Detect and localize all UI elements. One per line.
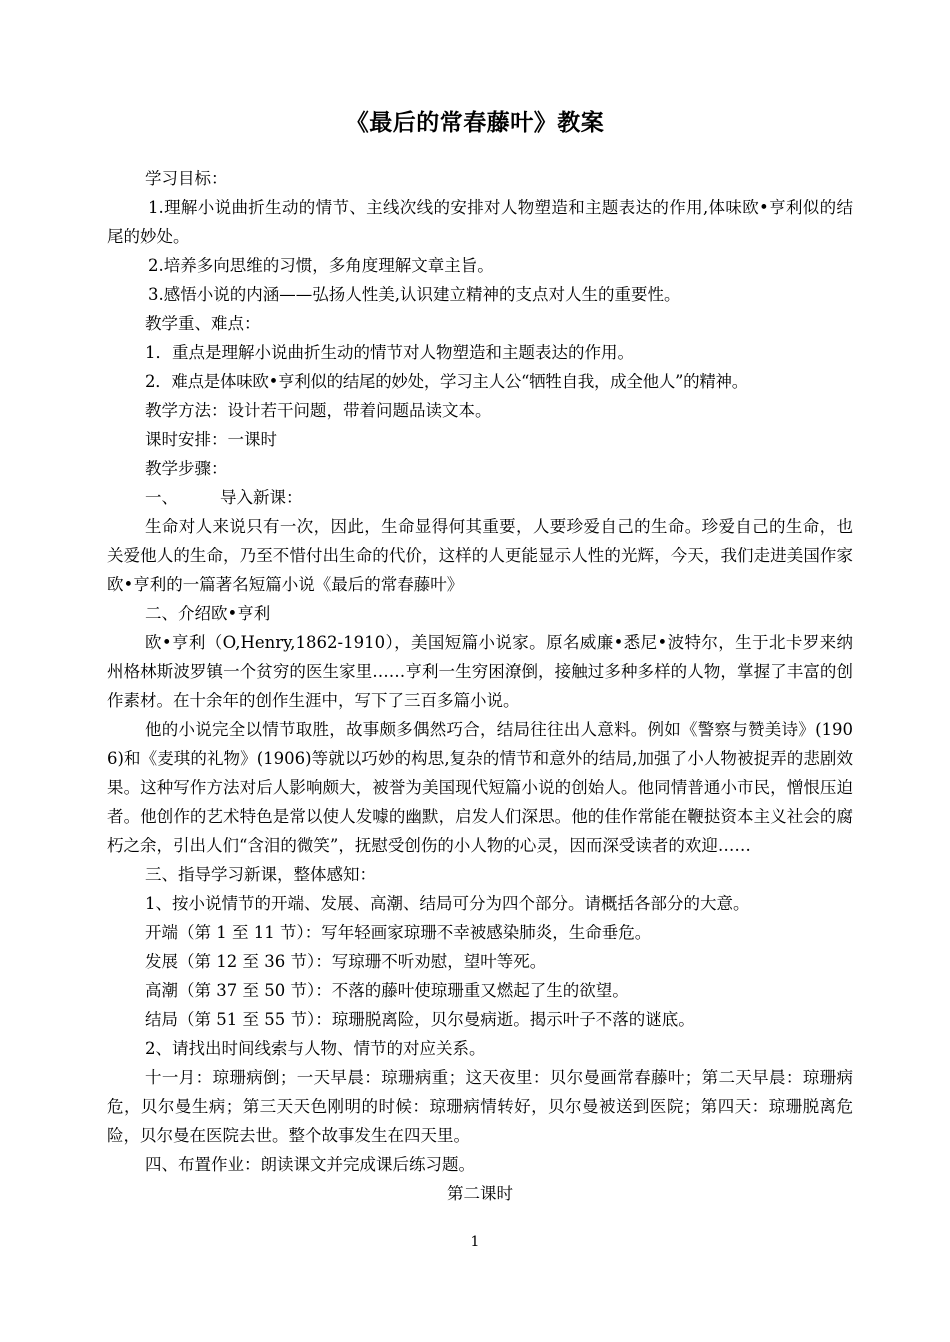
section-heading-introduction	[107, 483, 853, 512]
section-number: 一、	[145, 488, 178, 507]
paragraph-goal-2: 2.培养多向思维的习惯，多角度理解文章主旨。	[148, 256, 494, 275]
section-heading-author: 二、介绍欧•亨利	[145, 604, 271, 623]
section-heading-new-lesson: 三、指导学习新课，整体感知：	[145, 865, 376, 884]
paragraph-author-bio: 欧•亨利（O,Henry,1862-1910），美国短篇小说家。原名威廉•悉尼•波特尔，生于北卡罗来纳州格林斯波罗镇一个贫穷的医生家里……亨利一生穷困潦倒，接触过多种多样的人物，掌握了丰富的创作素材。在十余年的创作生涯中，写下了三百多篇小说。	[107, 633, 853, 710]
paragraph-timeline: 十一月：琼珊病倒；一天早晨：琼珊病重；这天夜里：贝尔曼画常春藤叶；第二天早晨：琼珊病危，贝尔曼生病；第三天天色刚明的时候：琼珊病情转好，贝尔曼被送到医院；第四天：琼珊脱离危险，贝尔曼在医院去世。整个故事发生在四天里。	[107, 1068, 853, 1145]
paragraph-timeline-question: 2、请找出时间线索与人物、情节的对应关系。	[145, 1039, 486, 1058]
paragraph-plot-development: 发展（第 12 至 36 节）：写琼珊不听劝慰，望叶等死。	[145, 952, 547, 971]
next-lesson-heading: 第二课时	[447, 1184, 513, 1203]
paragraph-learning-goals: 学习目标：	[145, 169, 228, 188]
paragraph-plot-ending: 结局（第 51 至 55 节）：琼珊脱离险，贝尔曼病逝。揭示叶子不落的谜底。	[145, 1010, 695, 1029]
paragraph-plot-beginning: 开端（第 1 至 11 节）：写年轻画家琼珊不幸被感染肺炎，生命垂危。	[145, 923, 652, 942]
paragraph-teaching-steps: 教学步骤：	[145, 459, 228, 478]
paragraph-author-style: 他的小说完全以情节取胜，故事颇多偶然巧合，结局往往出人意料。例如《警察与赞美诗》(1906)和《麦琪的礼物》(1906)等就以巧妙的构思,复杂的情节和意外的结局,加强了小人物被捉弄的悲剧效果。这种写作方法对后人影响颇大，被誉为美国现代短篇小说的创始人。他同情普通小市民，憎恨压迫者。他创作的艺术特色是常以使人发噱的幽默，启发人们深思。他的佳作常能在鞭挞资本主义社会的腐朽之余，引出人们“含泪的微笑”，抚慰受创伤的小人物的心灵，因而深受读者的欢迎……	[107, 720, 853, 855]
document-title: 《最后的常春藤叶》教案	[345, 110, 605, 136]
paragraph-goal-3: 3.感悟小说的内涵——弘扬人性美,认识建立精神的支点对人生的重要性。	[148, 285, 681, 304]
paragraph-plot-parts: 1、按小说情节的开端、发展、高潮、结局可分为四个部分。请概括各部分的大意。	[145, 894, 750, 913]
paragraph-key-points: 教学重、难点：	[145, 314, 261, 333]
paragraph-key-point-2: 2．难点是体味欧•亨利似的结尾的妙处，学习主人公“牺牲自我，成全他人”的精神。	[145, 372, 748, 391]
paragraph-goal-1: 1.理解小说曲折生动的情节、主线次线的安排对人物塑造和主题表达的作用,体味欧•亨利似的结尾的妙处。	[107, 198, 853, 246]
paragraph-teaching-method: 教学方法：设计若干问题，带着问题品读文本。	[145, 401, 492, 420]
paragraph-plot-climax: 高潮（第 37 至 50 节）：不落的藤叶使琼珊重又燃起了生的欲望。	[145, 981, 629, 1000]
page-number: 1	[470, 1234, 480, 1250]
document-body	[107, 164, 853, 1208]
paragraph-introduction: 生命对人来说只有一次，因此，生命显得何其重要，人要珍爱自己的生命。珍爱自己的生命，也关爱他人的生命，乃至不惜付出生命的代价，这样的人更能显示人性的光辉，今天，我们走进美国作家欧•亨利的一篇著名短篇小说《最后的常春藤叶》	[107, 517, 853, 594]
paragraph-schedule: 课时安排：一课时	[145, 430, 277, 449]
paragraph-homework: 四、布置作业：朗读课文并完成课后练习题。	[145, 1155, 475, 1174]
paragraph-key-point-1: 1．重点是理解小说曲折生动的情节对人物塑造和主题表达的作用。	[145, 343, 634, 362]
section-title: 导入新课：	[220, 488, 303, 507]
